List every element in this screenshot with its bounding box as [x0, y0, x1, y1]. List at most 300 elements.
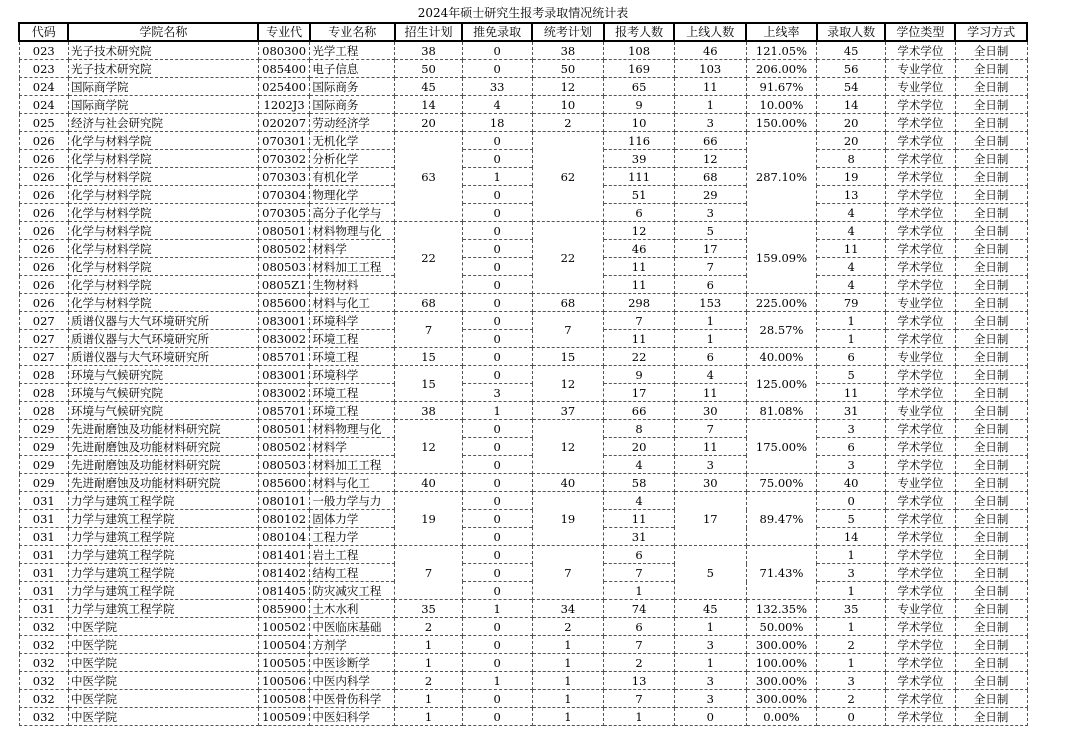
cell-degree-type: 学术学位: [885, 438, 955, 456]
cell-degree-type: 学术学位: [885, 168, 955, 186]
cell-exempt-admission: 0: [462, 204, 532, 222]
cell-code: 026: [19, 132, 68, 150]
cell-qualify-rate: 28.57%: [746, 312, 817, 348]
table-row: [19, 276, 1027, 294]
cell-code: 032: [19, 690, 68, 708]
cell-exempt-admission: 0: [462, 60, 532, 78]
cell-major-name: 防灾减灾工程: [310, 582, 395, 600]
cell-enrollment-plan: 22: [395, 222, 463, 294]
cell-exempt-admission: 1: [462, 672, 532, 690]
cell-degree-type: 学术学位: [885, 492, 955, 510]
cell-admitted-count: 14: [817, 528, 886, 546]
cell-college-name: 化学与材料学院: [68, 276, 258, 294]
cell-qualified-count: 3: [674, 636, 746, 654]
cell-admitted-count: 0: [817, 492, 886, 510]
cell-study-mode: 全日制: [955, 654, 1027, 672]
cell-major-code: 100505: [258, 654, 310, 672]
cell-qualify-rate: 287.10%: [746, 132, 817, 222]
cell-exempt-admission: 0: [462, 510, 532, 528]
cell-code: 026: [19, 240, 68, 258]
cell-study-mode: 全日制: [955, 294, 1027, 312]
cell-admitted-count: 2: [817, 636, 886, 654]
table-row: [19, 60, 1027, 78]
cell-qualified-count: 68: [674, 168, 746, 186]
cell-code: 026: [19, 186, 68, 204]
cell-exam-plan: 12: [532, 420, 604, 474]
cell-qualified-count: 11: [674, 438, 746, 456]
cell-major-name: 无机化学: [310, 132, 395, 150]
table-body: [19, 41, 1027, 726]
cell-major-name: 中医妇科学: [310, 708, 395, 726]
cell-exempt-admission: 0: [462, 438, 532, 456]
cell-study-mode: 全日制: [955, 402, 1027, 420]
cell-exam-plan: 1: [532, 654, 604, 672]
cell-college-name: 中医学院: [68, 672, 258, 690]
cell-applicants: 66: [604, 402, 675, 420]
cell-major-code: 080503: [258, 258, 310, 276]
table-row: [19, 132, 1027, 150]
cell-qualified-count: 11: [674, 384, 746, 402]
cell-exam-plan: 1: [532, 690, 604, 708]
cell-qualify-rate: 206.00%: [746, 60, 817, 78]
cell-college-name: 中医学院: [68, 654, 258, 672]
cell-major-name: 土木水利: [310, 600, 395, 618]
cell-enrollment-plan: 1: [395, 708, 463, 726]
table-row: [19, 618, 1027, 636]
cell-code: 026: [19, 294, 68, 312]
cell-degree-type: 学术学位: [885, 186, 955, 204]
cell-study-mode: 全日制: [955, 510, 1027, 528]
cell-college-name: 光子技术研究院: [68, 41, 258, 60]
cell-qualify-rate: 0.00%: [746, 708, 817, 726]
table-row: [19, 420, 1027, 438]
cell-exempt-admission: 0: [462, 366, 532, 384]
table-row: [19, 240, 1027, 258]
cell-qualify-rate: 150.00%: [746, 114, 817, 132]
cell-qualified-count: 103: [674, 60, 746, 78]
cell-enrollment-plan: 20: [395, 114, 463, 132]
cell-admitted-count: 4: [817, 276, 886, 294]
cell-college-name: 力学与建筑工程学院: [68, 582, 258, 600]
cell-code: 028: [19, 366, 68, 384]
cell-admitted-count: 1: [817, 546, 886, 564]
cell-admitted-count: 79: [817, 294, 886, 312]
cell-exempt-admission: 3: [462, 384, 532, 402]
cell-applicants: 65: [604, 78, 675, 96]
cell-exam-plan: 7: [532, 546, 604, 600]
cell-major-name: 环境科学: [310, 312, 395, 330]
cell-enrollment-plan: 38: [395, 41, 463, 60]
cell-applicants: 11: [604, 276, 675, 294]
table-row: [19, 114, 1027, 132]
cell-admitted-count: 54: [817, 78, 886, 96]
cell-college-name: 化学与材料学院: [68, 294, 258, 312]
cell-college-name: 质谱仪器与大气环境研究所: [68, 312, 258, 330]
cell-qualified-count: 11: [674, 78, 746, 96]
cell-enrollment-plan: 15: [395, 366, 463, 402]
header-row: [19, 23, 1027, 41]
cell-code: 029: [19, 456, 68, 474]
cell-qualify-rate: 159.09%: [746, 222, 817, 294]
cell-applicants: 2: [604, 654, 675, 672]
cell-enrollment-plan: 1: [395, 654, 463, 672]
cell-major-code: 085900: [258, 600, 310, 618]
table-row: [19, 708, 1027, 726]
cell-admitted-count: 35: [817, 600, 886, 618]
cell-study-mode: 全日制: [955, 222, 1027, 240]
cell-major-name: 中医临床基础: [310, 618, 395, 636]
cell-major-name: 中医诊断学: [310, 654, 395, 672]
cell-major-code: 100504: [258, 636, 310, 654]
col-header-major-code: 专业代: [258, 23, 310, 41]
cell-applicants: 10: [604, 114, 675, 132]
cell-applicants: 108: [604, 41, 675, 60]
cell-code: 032: [19, 654, 68, 672]
cell-applicants: 13: [604, 672, 675, 690]
cell-qualify-rate: 125.00%: [746, 366, 817, 402]
cell-applicants: 298: [604, 294, 675, 312]
cell-major-code: 020207: [258, 114, 310, 132]
cell-major-code: 080102: [258, 510, 310, 528]
cell-code: 031: [19, 546, 68, 564]
cell-degree-type: 学术学位: [885, 564, 955, 582]
cell-enrollment-plan: 40: [395, 474, 463, 492]
cell-degree-type: 学术学位: [885, 708, 955, 726]
cell-applicants: 22: [604, 348, 675, 366]
cell-applicants: 7: [604, 312, 675, 330]
cell-degree-type: 学术学位: [885, 132, 955, 150]
cell-study-mode: 全日制: [955, 168, 1027, 186]
cell-degree-type: 专业学位: [885, 294, 955, 312]
cell-major-code: 080501: [258, 420, 310, 438]
cell-degree-type: 专业学位: [885, 402, 955, 420]
cell-study-mode: 全日制: [955, 438, 1027, 456]
cell-major-name: 材料与化工: [310, 474, 395, 492]
cell-degree-type: 学术学位: [885, 456, 955, 474]
cell-admitted-count: 31: [817, 402, 886, 420]
cell-study-mode: 全日制: [955, 312, 1027, 330]
cell-exempt-admission: 0: [462, 312, 532, 330]
cell-admitted-count: 4: [817, 204, 886, 222]
cell-code: 031: [19, 564, 68, 582]
cell-major-code: 083002: [258, 384, 310, 402]
cell-exam-plan: 19: [532, 492, 604, 546]
col-header-code: 代码: [19, 23, 68, 41]
cell-code: 026: [19, 222, 68, 240]
cell-exempt-admission: 0: [462, 564, 532, 582]
cell-major-name: 材料学: [310, 438, 395, 456]
cell-qualified-count: 7: [674, 258, 746, 276]
cell-code: 028: [19, 402, 68, 420]
cell-study-mode: 全日制: [955, 708, 1027, 726]
cell-enrollment-plan: 1: [395, 690, 463, 708]
cell-major-name: 材料物理与化: [310, 222, 395, 240]
cell-code: 028: [19, 384, 68, 402]
cell-major-name: 有机化学: [310, 168, 395, 186]
cell-qualify-rate: 300.00%: [746, 690, 817, 708]
cell-major-code: 100509: [258, 708, 310, 726]
cell-qualify-rate: 175.00%: [746, 420, 817, 474]
cell-code: 031: [19, 510, 68, 528]
cell-exam-plan: 22: [532, 222, 604, 294]
cell-major-name: 高分子化学与: [310, 204, 395, 222]
cell-exam-plan: 1: [532, 636, 604, 654]
cell-qualified-count: 12: [674, 150, 746, 168]
cell-applicants: 11: [604, 510, 675, 528]
cell-major-name: 一般力学与力: [310, 492, 395, 510]
table-row: [19, 492, 1027, 510]
cell-code: 026: [19, 168, 68, 186]
cell-major-code: 070302: [258, 150, 310, 168]
cell-qualify-rate: 75.00%: [746, 474, 817, 492]
cell-qualify-rate: 300.00%: [746, 636, 817, 654]
cell-study-mode: 全日制: [955, 276, 1027, 294]
cell-exam-plan: 40: [532, 474, 604, 492]
table-row: [19, 510, 1027, 528]
cell-code: 027: [19, 348, 68, 366]
cell-applicants: 6: [604, 618, 675, 636]
cell-study-mode: 全日制: [955, 528, 1027, 546]
cell-college-name: 先进耐磨蚀及功能材料研究院: [68, 456, 258, 474]
cell-exempt-admission: 0: [462, 636, 532, 654]
col-header-study-mode: 学习方式: [955, 23, 1027, 41]
cell-qualified-count: 6: [674, 276, 746, 294]
cell-admitted-count: 8: [817, 150, 886, 168]
cell-admitted-count: 2: [817, 690, 886, 708]
cell-qualified-count: 66: [674, 132, 746, 150]
cell-qualify-rate: 225.00%: [746, 294, 817, 312]
cell-college-name: 中医学院: [68, 618, 258, 636]
cell-qualified-count: 7: [674, 420, 746, 438]
cell-enrollment-plan: 35: [395, 600, 463, 618]
cell-exempt-admission: 0: [462, 546, 532, 564]
cell-enrollment-plan: 7: [395, 312, 463, 348]
cell-applicants: 9: [604, 96, 675, 114]
cell-qualified-count: 0: [674, 708, 746, 726]
cell-degree-type: 专业学位: [885, 60, 955, 78]
cell-major-code: 080300: [258, 41, 310, 60]
cell-study-mode: 全日制: [955, 186, 1027, 204]
cell-study-mode: 全日制: [955, 366, 1027, 384]
cell-admitted-count: 4: [817, 222, 886, 240]
cell-degree-type: 学术学位: [885, 240, 955, 258]
cell-qualified-count: 30: [674, 402, 746, 420]
cell-degree-type: 学术学位: [885, 636, 955, 654]
cell-college-name: 力学与建筑工程学院: [68, 510, 258, 528]
cell-code: 029: [19, 438, 68, 456]
cell-major-code: 025400: [258, 78, 310, 96]
cell-applicants: 11: [604, 258, 675, 276]
cell-study-mode: 全日制: [955, 204, 1027, 222]
cell-enrollment-plan: 15: [395, 348, 463, 366]
cell-study-mode: 全日制: [955, 132, 1027, 150]
cell-admitted-count: 5: [817, 510, 886, 528]
cell-college-name: 环境与气候研究院: [68, 384, 258, 402]
cell-exempt-admission: 0: [462, 330, 532, 348]
cell-enrollment-plan: 2: [395, 672, 463, 690]
cell-college-name: 化学与材料学院: [68, 168, 258, 186]
cell-major-name: 环境工程: [310, 330, 395, 348]
cell-exempt-admission: 0: [462, 240, 532, 258]
cell-code: 032: [19, 636, 68, 654]
cell-degree-type: 学术学位: [885, 672, 955, 690]
cell-applicants: 31: [604, 528, 675, 546]
cell-qualified-count: 45: [674, 600, 746, 618]
cell-qualify-rate: 50.00%: [746, 618, 817, 636]
cell-code: 029: [19, 474, 68, 492]
cell-study-mode: 全日制: [955, 348, 1027, 366]
cell-admitted-count: 1: [817, 618, 886, 636]
table-row: [19, 672, 1027, 690]
cell-qualified-count: 1: [674, 312, 746, 330]
cell-qualified-count: 1: [674, 618, 746, 636]
col-header-exempt-admission: 推免录取: [462, 23, 532, 41]
cell-code: 032: [19, 708, 68, 726]
cell-admitted-count: 3: [817, 420, 886, 438]
col-header-enrollment-plan: 招生计划: [395, 23, 463, 41]
admission-table: [18, 22, 1028, 726]
table-row: [19, 636, 1027, 654]
cell-admitted-count: 3: [817, 456, 886, 474]
cell-applicants: 169: [604, 60, 675, 78]
cell-applicants: 7: [604, 690, 675, 708]
cell-major-name: 中医骨伤科学: [310, 690, 395, 708]
cell-college-name: 环境与气候研究院: [68, 402, 258, 420]
table-row: [19, 564, 1027, 582]
cell-exempt-admission: 0: [462, 690, 532, 708]
cell-study-mode: 全日制: [955, 492, 1027, 510]
cell-qualified-count: 3: [674, 204, 746, 222]
cell-major-code: 080502: [258, 240, 310, 258]
cell-applicants: 12: [604, 222, 675, 240]
cell-study-mode: 全日制: [955, 150, 1027, 168]
cell-exempt-admission: 1: [462, 168, 532, 186]
table-row: [19, 41, 1027, 60]
cell-exempt-admission: 1: [462, 600, 532, 618]
cell-major-code: 070303: [258, 168, 310, 186]
cell-degree-type: 学术学位: [885, 204, 955, 222]
cell-study-mode: 全日制: [955, 420, 1027, 438]
cell-applicants: 17: [604, 384, 675, 402]
cell-college-name: 环境与气候研究院: [68, 366, 258, 384]
col-header-degree-type: 学位类型: [885, 23, 955, 41]
cell-qualified-count: 6: [674, 348, 746, 366]
cell-qualified-count: 3: [674, 672, 746, 690]
cell-exempt-admission: 0: [462, 132, 532, 150]
cell-exempt-admission: 1: [462, 402, 532, 420]
cell-enrollment-plan: 38: [395, 402, 463, 420]
cell-admitted-count: 11: [817, 384, 886, 402]
cell-code: 032: [19, 672, 68, 690]
table-row: [19, 204, 1027, 222]
cell-enrollment-plan: 12: [395, 420, 463, 474]
cell-study-mode: 全日制: [955, 474, 1027, 492]
cell-qualified-count: 3: [674, 114, 746, 132]
table-row: [19, 186, 1027, 204]
cell-study-mode: 全日制: [955, 582, 1027, 600]
cell-degree-type: 学术学位: [885, 276, 955, 294]
cell-admitted-count: 3: [817, 564, 886, 582]
cell-study-mode: 全日制: [955, 564, 1027, 582]
cell-enrollment-plan: 50: [395, 60, 463, 78]
cell-major-name: 电子信息: [310, 60, 395, 78]
cell-exam-plan: 62: [532, 132, 604, 222]
cell-admitted-count: 4: [817, 258, 886, 276]
cell-degree-type: 学术学位: [885, 41, 955, 60]
cell-college-name: 力学与建筑工程学院: [68, 492, 258, 510]
cell-exam-plan: 68: [532, 294, 604, 312]
cell-college-name: 经济与社会研究院: [68, 114, 258, 132]
cell-exempt-admission: 0: [462, 654, 532, 672]
cell-qualified-count: 29: [674, 186, 746, 204]
cell-exempt-admission: 0: [462, 348, 532, 366]
cell-college-name: 化学与材料学院: [68, 132, 258, 150]
cell-major-name: 材料物理与化: [310, 420, 395, 438]
table-row: [19, 582, 1027, 600]
cell-college-name: 化学与材料学院: [68, 222, 258, 240]
cell-college-name: 化学与材料学院: [68, 258, 258, 276]
table-row: [19, 456, 1027, 474]
cell-admitted-count: 1: [817, 330, 886, 348]
cell-enrollment-plan: 1: [395, 636, 463, 654]
cell-code: 032: [19, 618, 68, 636]
cell-exam-plan: 1: [532, 672, 604, 690]
cell-admitted-count: 1: [817, 582, 886, 600]
cell-code: 026: [19, 150, 68, 168]
cell-degree-type: 学术学位: [885, 330, 955, 348]
cell-degree-type: 学术学位: [885, 150, 955, 168]
cell-study-mode: 全日制: [955, 41, 1027, 60]
cell-enrollment-plan: 45: [395, 78, 463, 96]
cell-college-name: 中医学院: [68, 636, 258, 654]
table-row: [19, 348, 1027, 366]
cell-exempt-admission: 0: [462, 582, 532, 600]
cell-exam-plan: 34: [532, 600, 604, 618]
cell-degree-type: 学术学位: [885, 114, 955, 132]
cell-code: 026: [19, 204, 68, 222]
cell-degree-type: 专业学位: [885, 78, 955, 96]
cell-qualified-count: 1: [674, 330, 746, 348]
cell-exempt-admission: 0: [462, 41, 532, 60]
cell-enrollment-plan: 19: [395, 492, 463, 546]
cell-exempt-admission: 0: [462, 618, 532, 636]
cell-degree-type: 学术学位: [885, 420, 955, 438]
cell-major-name: 材料与化工: [310, 294, 395, 312]
cell-applicants: 7: [604, 636, 675, 654]
cell-college-name: 质谱仪器与大气环境研究所: [68, 330, 258, 348]
statistics-sheet: [18, 5, 1028, 726]
cell-qualified-count: 4: [674, 366, 746, 384]
cell-admitted-count: 6: [817, 348, 886, 366]
cell-code: 024: [19, 78, 68, 96]
cell-college-name: 化学与材料学院: [68, 240, 258, 258]
table-row: [19, 366, 1027, 384]
cell-degree-type: 学术学位: [885, 222, 955, 240]
table-row: [19, 78, 1027, 96]
cell-study-mode: 全日制: [955, 96, 1027, 114]
table-title: 2024年硕士研究生报考录取情况统计表: [417, 6, 629, 20]
cell-degree-type: 学术学位: [885, 690, 955, 708]
cell-code: 031: [19, 582, 68, 600]
cell-major-name: 光学工程: [310, 41, 395, 60]
col-header-major-name: 专业名称: [310, 23, 395, 41]
cell-code: 026: [19, 276, 68, 294]
cell-study-mode: 全日制: [955, 258, 1027, 276]
cell-code: 024: [19, 96, 68, 114]
table-row: [19, 402, 1027, 420]
table-row: [19, 168, 1027, 186]
cell-college-name: 力学与建筑工程学院: [68, 546, 258, 564]
